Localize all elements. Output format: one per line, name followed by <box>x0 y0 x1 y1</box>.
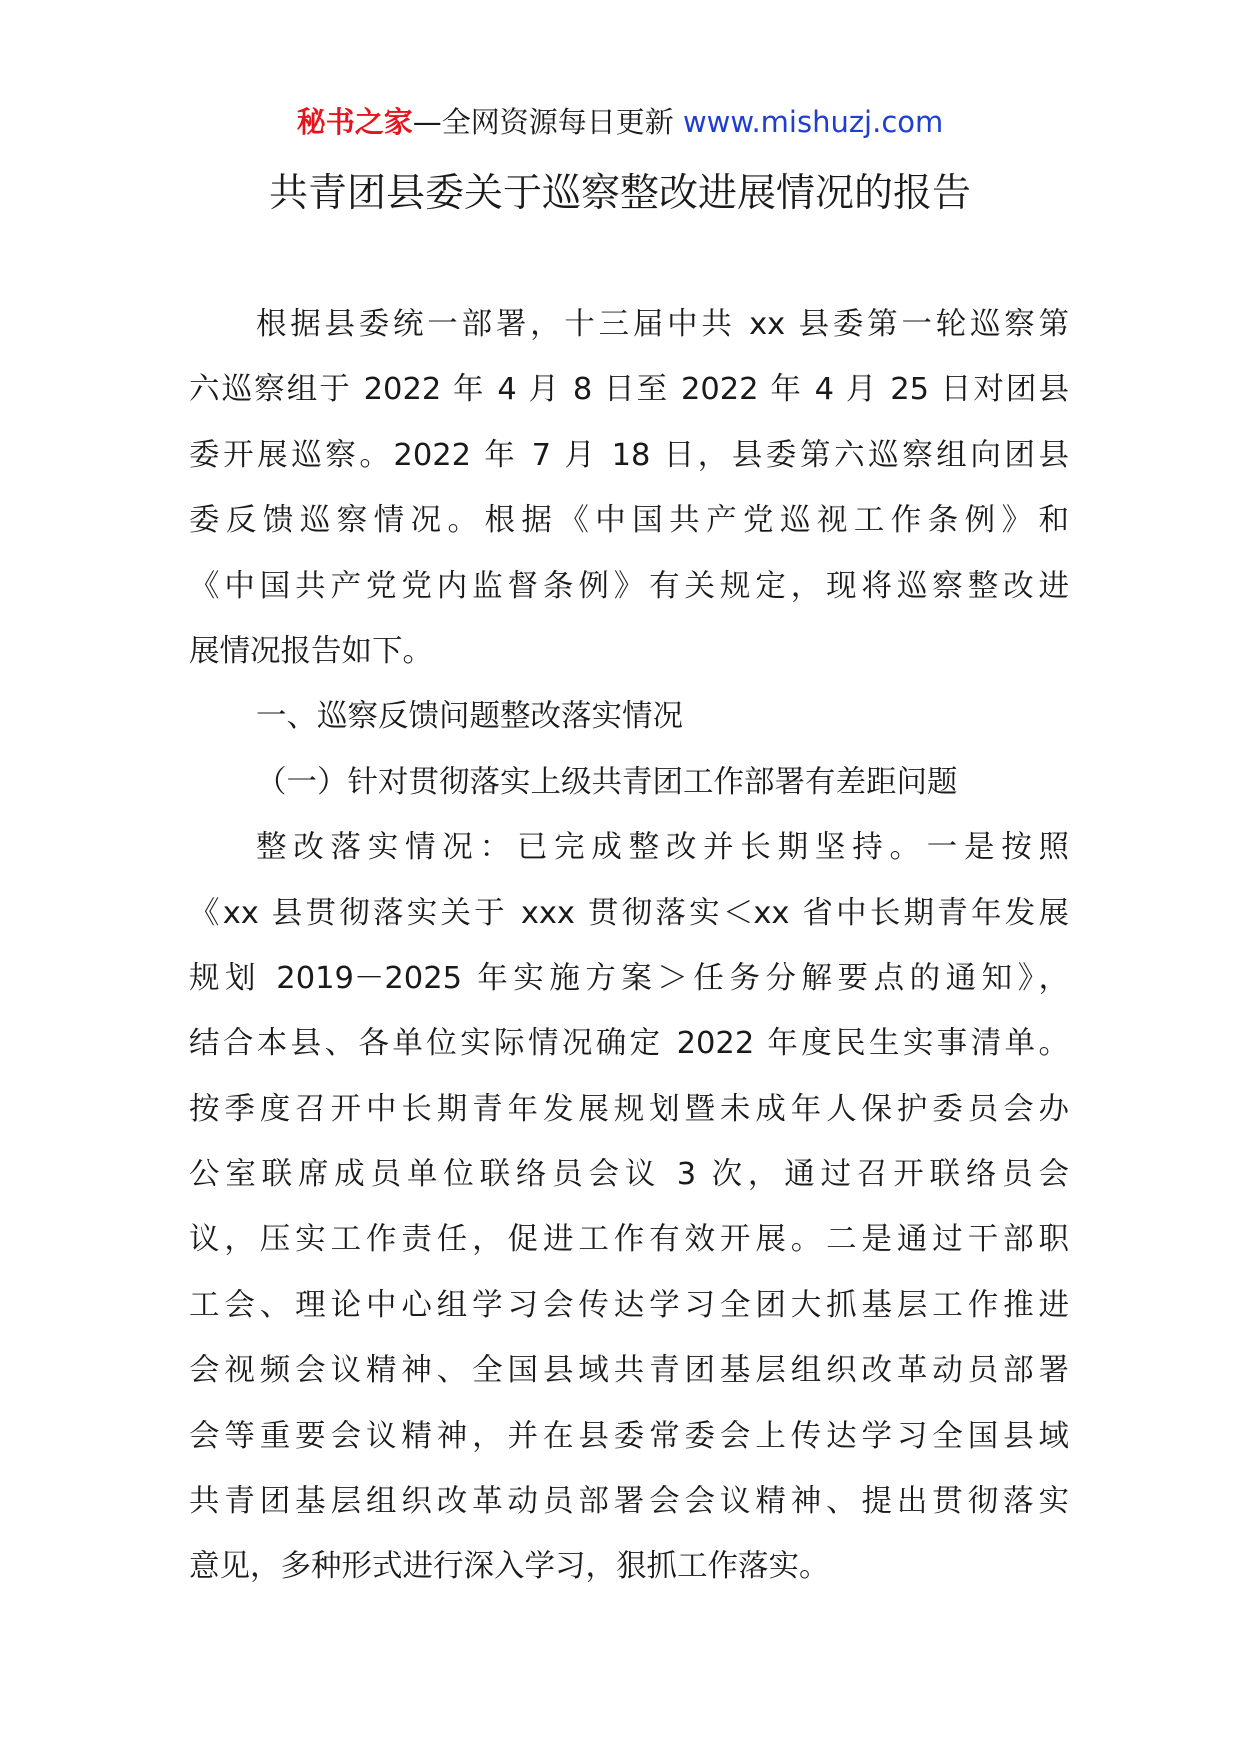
paragraph-line: 委开展巡察。2022 年 7 月 18 日，县委第六巡察组向团县 <box>189 437 1069 473</box>
header-tagline: —全网资源每日更新 <box>412 105 683 139</box>
paragraph-line: 公室联席成员单位联络员会议 3 次，通过召开联络员会 <box>189 1157 1069 1193</box>
paragraph-line: 六巡察组于 2022 年 4 月 8 日至 2022 年 4 月 25 日对团县 <box>189 372 1069 408</box>
paragraph-line: 展情况报告如下。 <box>189 633 433 669</box>
paragraph-line: 共青团基层组织改革动员部署会会议精神、提出贯彻落实 <box>189 1484 1069 1520</box>
site-header <box>0 102 1240 142</box>
paragraph-line: 会等重要会议精神，并在县委常委会上传达学习全国县域 <box>189 1418 1069 1454</box>
paragraph-line: 意见，多种形式进行深入学习，狠抓工作落实。 <box>189 1549 830 1585</box>
paragraph-line: 整改落实情况：已完成整改并长期坚持。一是按照 <box>256 830 1069 866</box>
paragraph-line: 工会、理论中心组学习会传达学习全团大抓基层工作推进 <box>189 1287 1069 1323</box>
paragraph-line: 委反馈巡察情况。根据《中国共产党巡视工作条例》和 <box>189 503 1069 539</box>
site-url-link[interactable]: www.mishuzj.com <box>682 105 944 139</box>
paragraph-line: 根据县委统一部署，十三届中共 xx 县委第一轮巡察第 <box>256 307 1069 342</box>
document-title: 共青团县委关于巡察整改进展情况的报告 <box>268 171 971 216</box>
subsection-heading: （一）针对贯彻落实上级共青团工作部署有差距问题 <box>256 764 958 800</box>
paragraph-line: 结合本县、各单位实际情况确定 2022 年度民生实事清单。 <box>189 1026 1069 1062</box>
paragraph-line: 《中国共产党党内监督条例》有关规定，现将巡察整改进 <box>189 568 1069 604</box>
paragraph-line: 议，压实工作责任，促进工作有效开展。二是通过干部职 <box>189 1222 1069 1258</box>
paragraph-line: 会视频会议精神、全国县域共青团基层组织改革动员部署 <box>189 1353 1069 1389</box>
paragraph-line: 按季度召开中长期青年发展规划暨未成年人保护委员会办 <box>189 1091 1069 1127</box>
paragraph-line: 规划 2019－2025 年实施方案＞任务分解要点的通知》， <box>189 960 1069 996</box>
paragraph-line: 《xx 县贯彻落实关于 xxx 贯彻落实＜xx 省中长期青年发展 <box>189 895 1069 931</box>
section-heading: 一、巡察反馈问题整改落实情况 <box>256 699 683 735</box>
document-body <box>189 292 1069 1600</box>
brand-name: 秘书之家 <box>296 105 413 139</box>
